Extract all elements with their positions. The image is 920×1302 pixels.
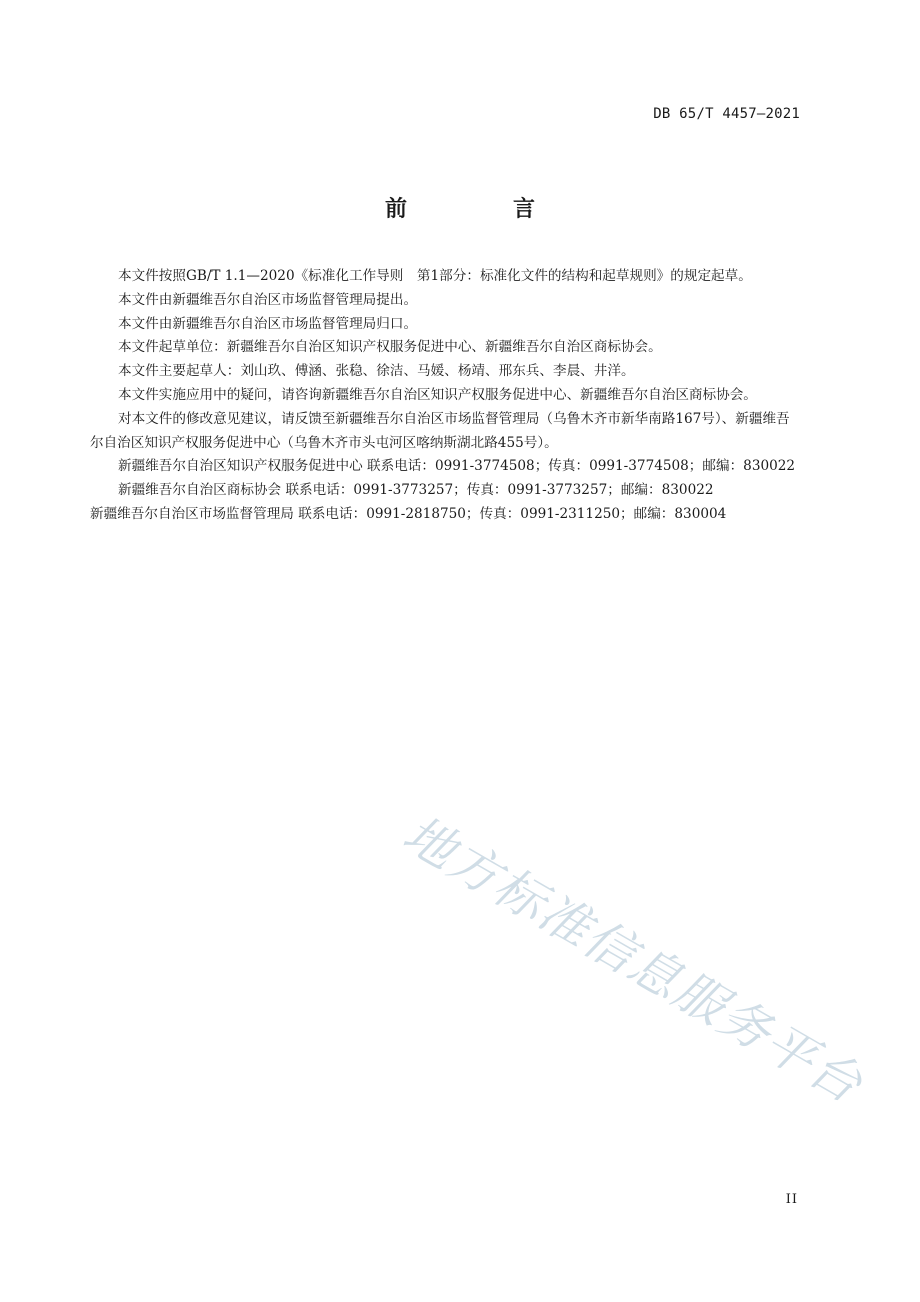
watermark: 地方标准信息服务平台	[393, 804, 873, 1115]
paragraph-drafting-units: 本文件起草单位：新疆维吾尔自治区知识产权服务促进中心、新疆维吾尔自治区商标协会。	[118, 339, 662, 356]
foreword-body	[90, 265, 800, 527]
paragraph-drafting-rule: 本文件按照GB/T 1.1—2020《标准化工作导则 第1部分：标准化文件的结构和起草规则》的规定起草。	[118, 268, 752, 284]
document-code: DB 65/T 4457—2021	[653, 106, 800, 122]
paragraph-feedback: 对本文件的修改意见建议，请反馈至新疆维吾尔自治区市场监督管理局（乌鲁木齐市新华南路167号）、新疆维吾尔自治区知识产权服务促进中心（乌鲁木齐市头屯河区喀纳斯湖北路455号）。	[90, 410, 790, 451]
paragraph-proposer: 本文件由新疆维吾尔自治区市场监督管理局提出。	[118, 291, 418, 308]
page-number: II	[785, 1192, 798, 1207]
page-title: 前 言	[384, 197, 577, 222]
paragraph-inquiries: 本文件实施应用中的疑问，请咨询新疆维吾尔自治区知识产权服务促进中心、新疆维吾尔自治区商标协会。	[118, 386, 757, 403]
paragraph-contact-ip-center: 新疆维吾尔自治区知识产权服务促进中心 联系电话：0991-3774508；传真：0991-3774508；邮编：830022	[118, 458, 796, 475]
paragraph-contact-trademark-assoc: 新疆维吾尔自治区商标协会 联系电话：0991-3773257；传真：0991-3773257；邮编：830022	[118, 482, 714, 499]
paragraph-administrator: 本文件由新疆维吾尔自治区市场监督管理局归口。	[118, 315, 418, 332]
paragraph-drafters: 本文件主要起草人：刘山玖、傅涵、张稳、徐洁、马媛、杨靖、邢东兵、李晨、井洋。	[118, 363, 635, 380]
paragraph-contact-market-bureau: 新疆维吾尔自治区市场监督管理局 联系电话：0991-2818750；传真：0991-2311250；邮编：830004	[90, 505, 727, 522]
